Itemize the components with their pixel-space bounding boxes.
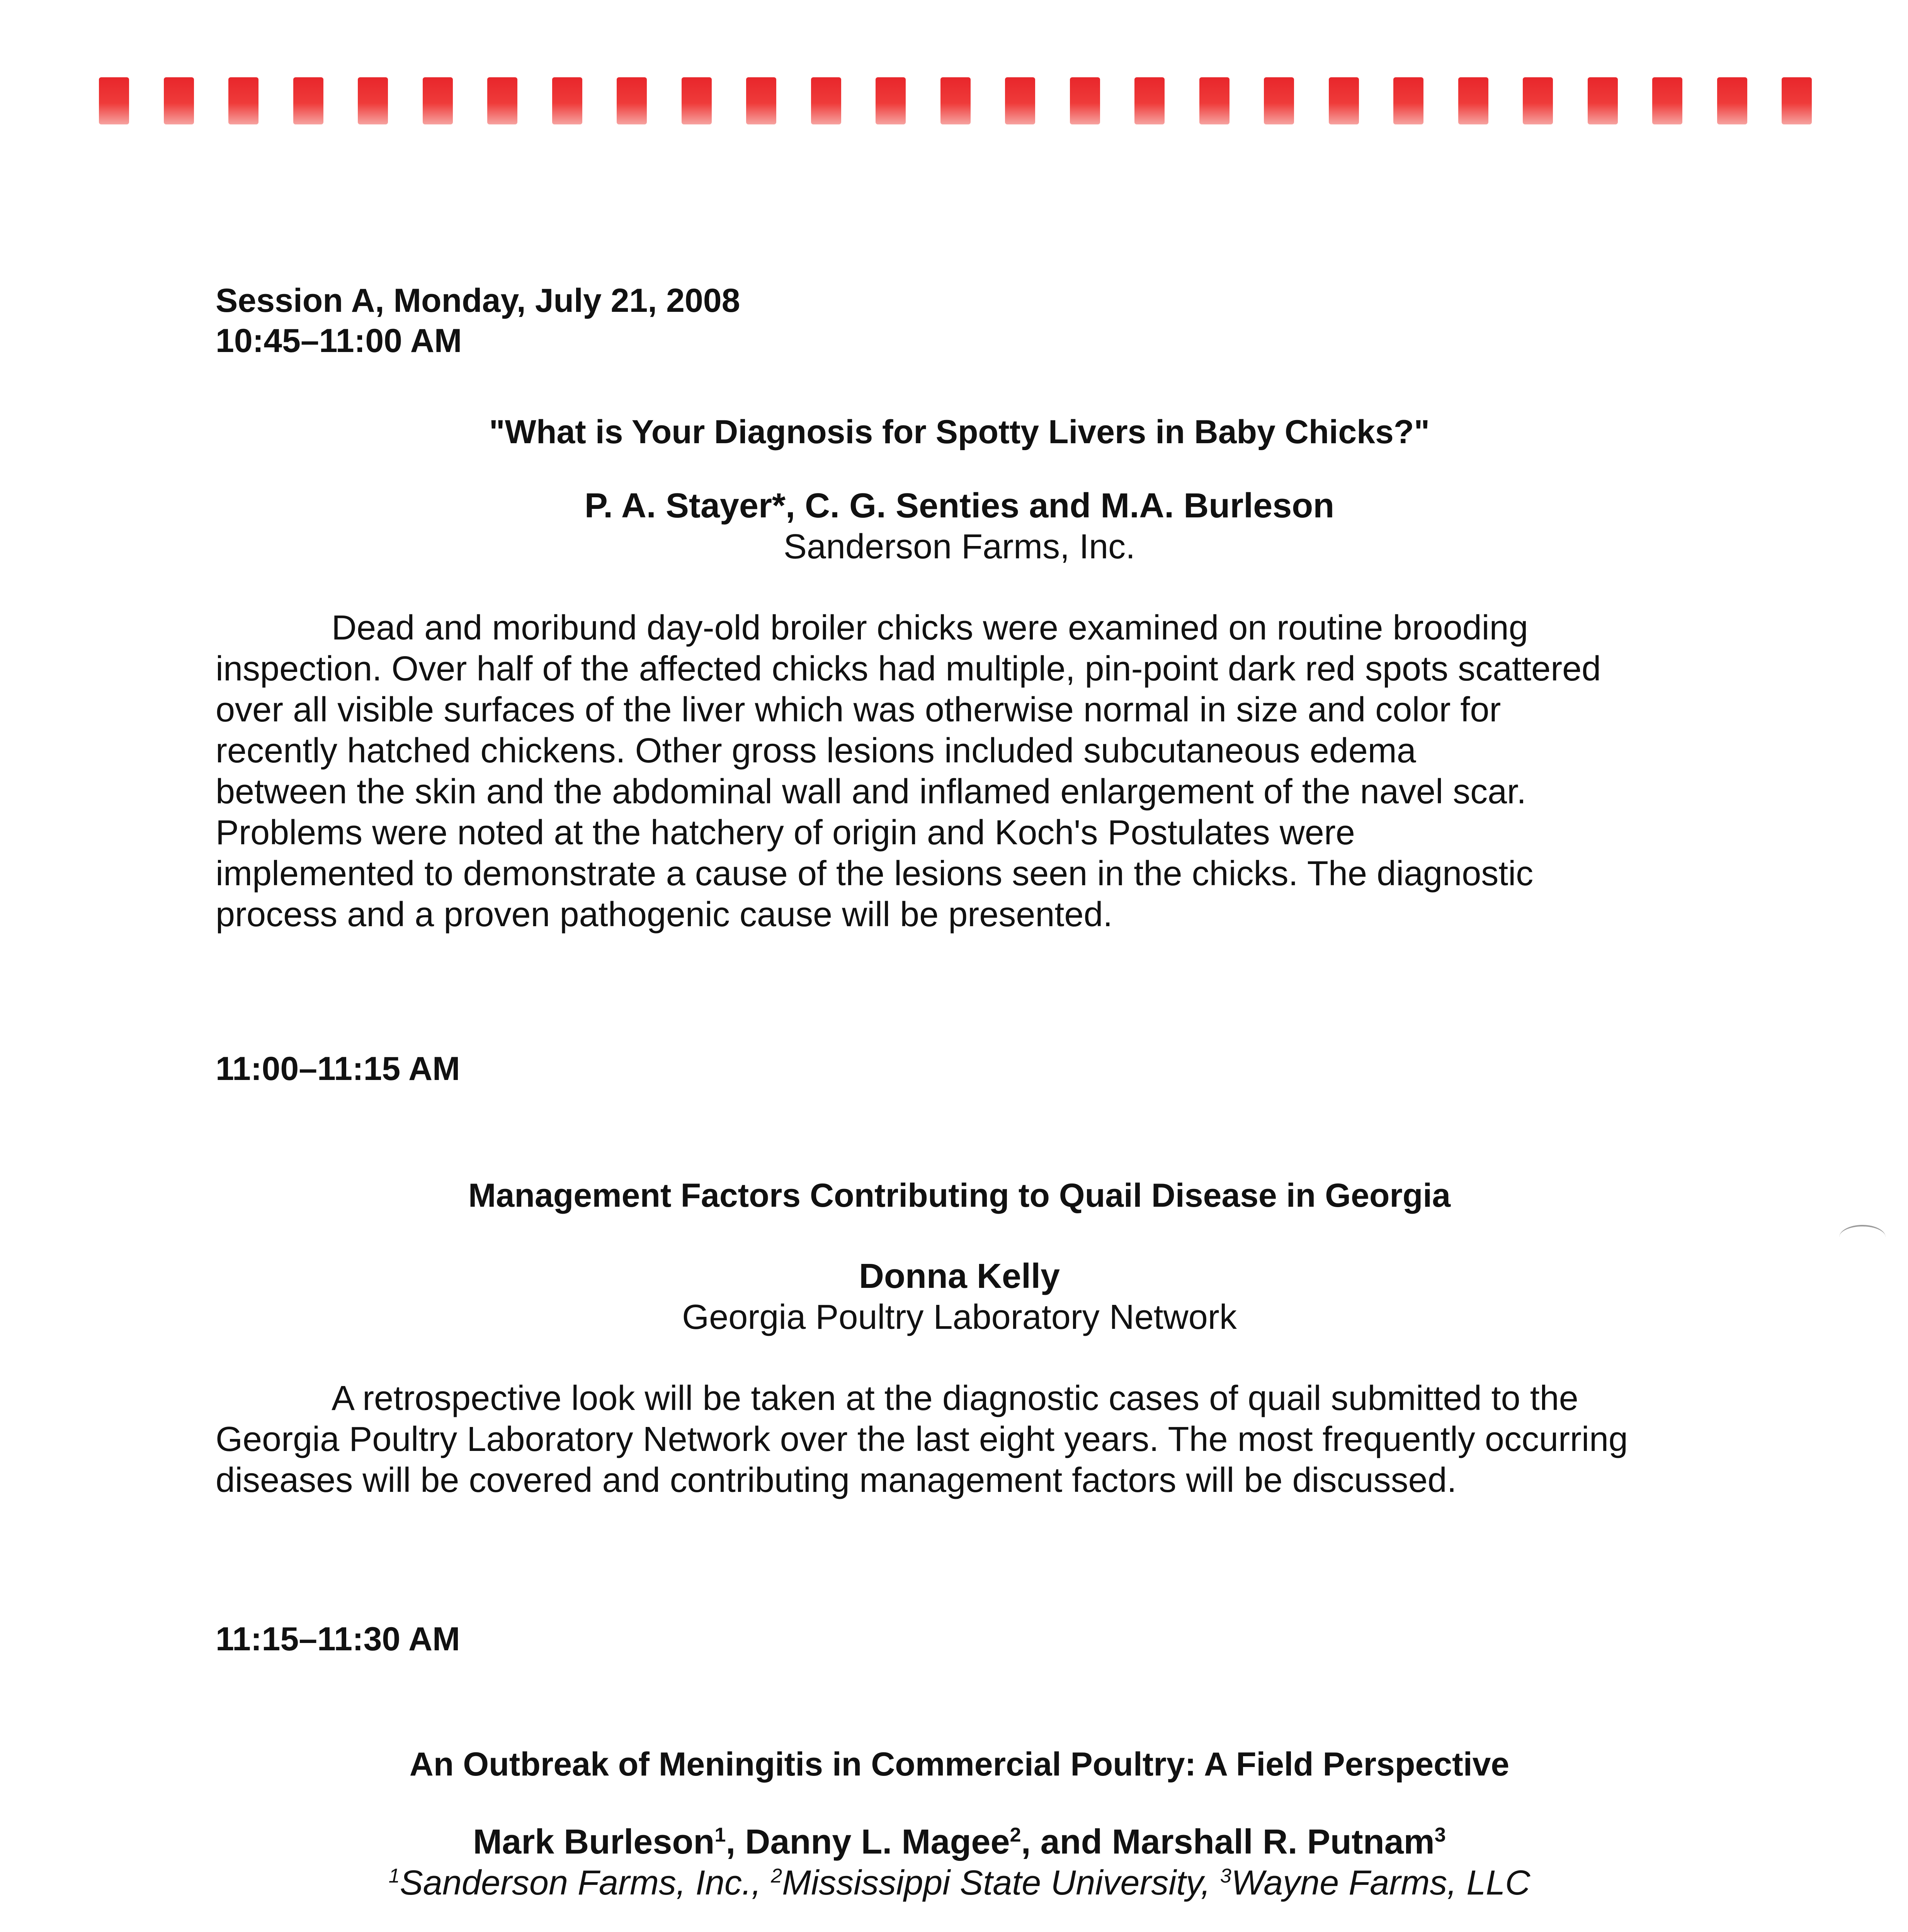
talk1-authors: P. A. Stayer*, C. G. Senties and M.A. Burleson	[584, 486, 1335, 525]
affiliation-name: Mississippi State University,	[782, 1864, 1220, 1902]
affiliation-marker: 3	[1220, 1865, 1231, 1887]
talk1-affiliation: Sanderson Farms, Inc.	[783, 527, 1136, 566]
talk1-title: "What is Your Diagnosis for Spotty Livers in Baby Chicks?"	[489, 413, 1430, 451]
abstract-line: Georgia Poultry Laboratory Network over the last eight years. The most frequently occurring	[216, 1420, 1628, 1459]
talk3-affiliations	[216, 1862, 1703, 1903]
abstract-line: over all visible surfaces of the liver which was otherwise normal in size and color for	[216, 690, 1501, 729]
session-time: 10:45–11:00 AM	[216, 322, 462, 359]
author-name: Mark Burleson	[473, 1823, 715, 1861]
abstract-line: A retrospective look will be taken at the diagnostic cases of quail submitted to the	[332, 1379, 1578, 1418]
talk3-title: An Outbreak of Meningitis in Commercial Poultry: A Field Perspective	[409, 1746, 1510, 1783]
abstract-line: Dead and moribund day-old broiler chicks were examined on routine brooding	[332, 609, 1528, 647]
affiliation-name: Wayne Farms, LLC	[1231, 1864, 1530, 1902]
abstract-line: diseases will be covered and contributing management factors will be discussed.	[216, 1461, 1457, 1500]
abstract-line: implemented to demonstrate a cause of the lesions seen in the chicks. The diagnostic	[216, 854, 1534, 893]
talk3-authors	[216, 1821, 1703, 1862]
session-title: Session A, Monday, July 21, 2008	[216, 282, 740, 319]
talk1-abstract	[216, 607, 1715, 935]
abstract-line: inspection. Over half of the affected chicks had multiple, pin-point dark red spots scattered	[216, 650, 1601, 688]
talk2-authors: Donna Kelly	[859, 1257, 1060, 1296]
talk2-title: Management Factors Contributing to Quail Disease in Georgia	[468, 1177, 1451, 1214]
talk3-time: 11:15–11:30 AM	[216, 1621, 460, 1658]
abstract-line: process and a proven pathogenic cause will be presented.	[216, 895, 1113, 934]
talk2-affiliation: Georgia Poultry Laboratory Network	[682, 1298, 1237, 1337]
author-name: Marshall R. Putnam	[1112, 1823, 1435, 1861]
affiliation-marker: 2	[771, 1865, 782, 1887]
talk2-abstract	[216, 1378, 1715, 1501]
affiliation-marker: 2	[1010, 1824, 1021, 1846]
abstract-line: between the skin and the abdominal wall and inflamed enlargement of the navel scar.	[216, 772, 1527, 811]
abstract-line: recently hatched chickens. Other gross lesions included subcutaneous edema	[216, 731, 1416, 770]
affiliation-marker: 1	[714, 1824, 726, 1846]
author-name: Danny L. Magee	[745, 1823, 1010, 1861]
author-separator: , and	[1021, 1823, 1112, 1861]
affiliation-name: Sanderson Farms, Inc.,	[400, 1864, 771, 1902]
affiliation-marker: 1	[388, 1865, 400, 1887]
author-separator: ,	[726, 1823, 745, 1861]
talk2-time: 11:00–11:15 AM	[216, 1050, 460, 1087]
abstract-line: Problems were noted at the hatchery of origin and Koch's Postulates were	[216, 813, 1355, 852]
affiliation-marker: 3	[1434, 1824, 1446, 1846]
